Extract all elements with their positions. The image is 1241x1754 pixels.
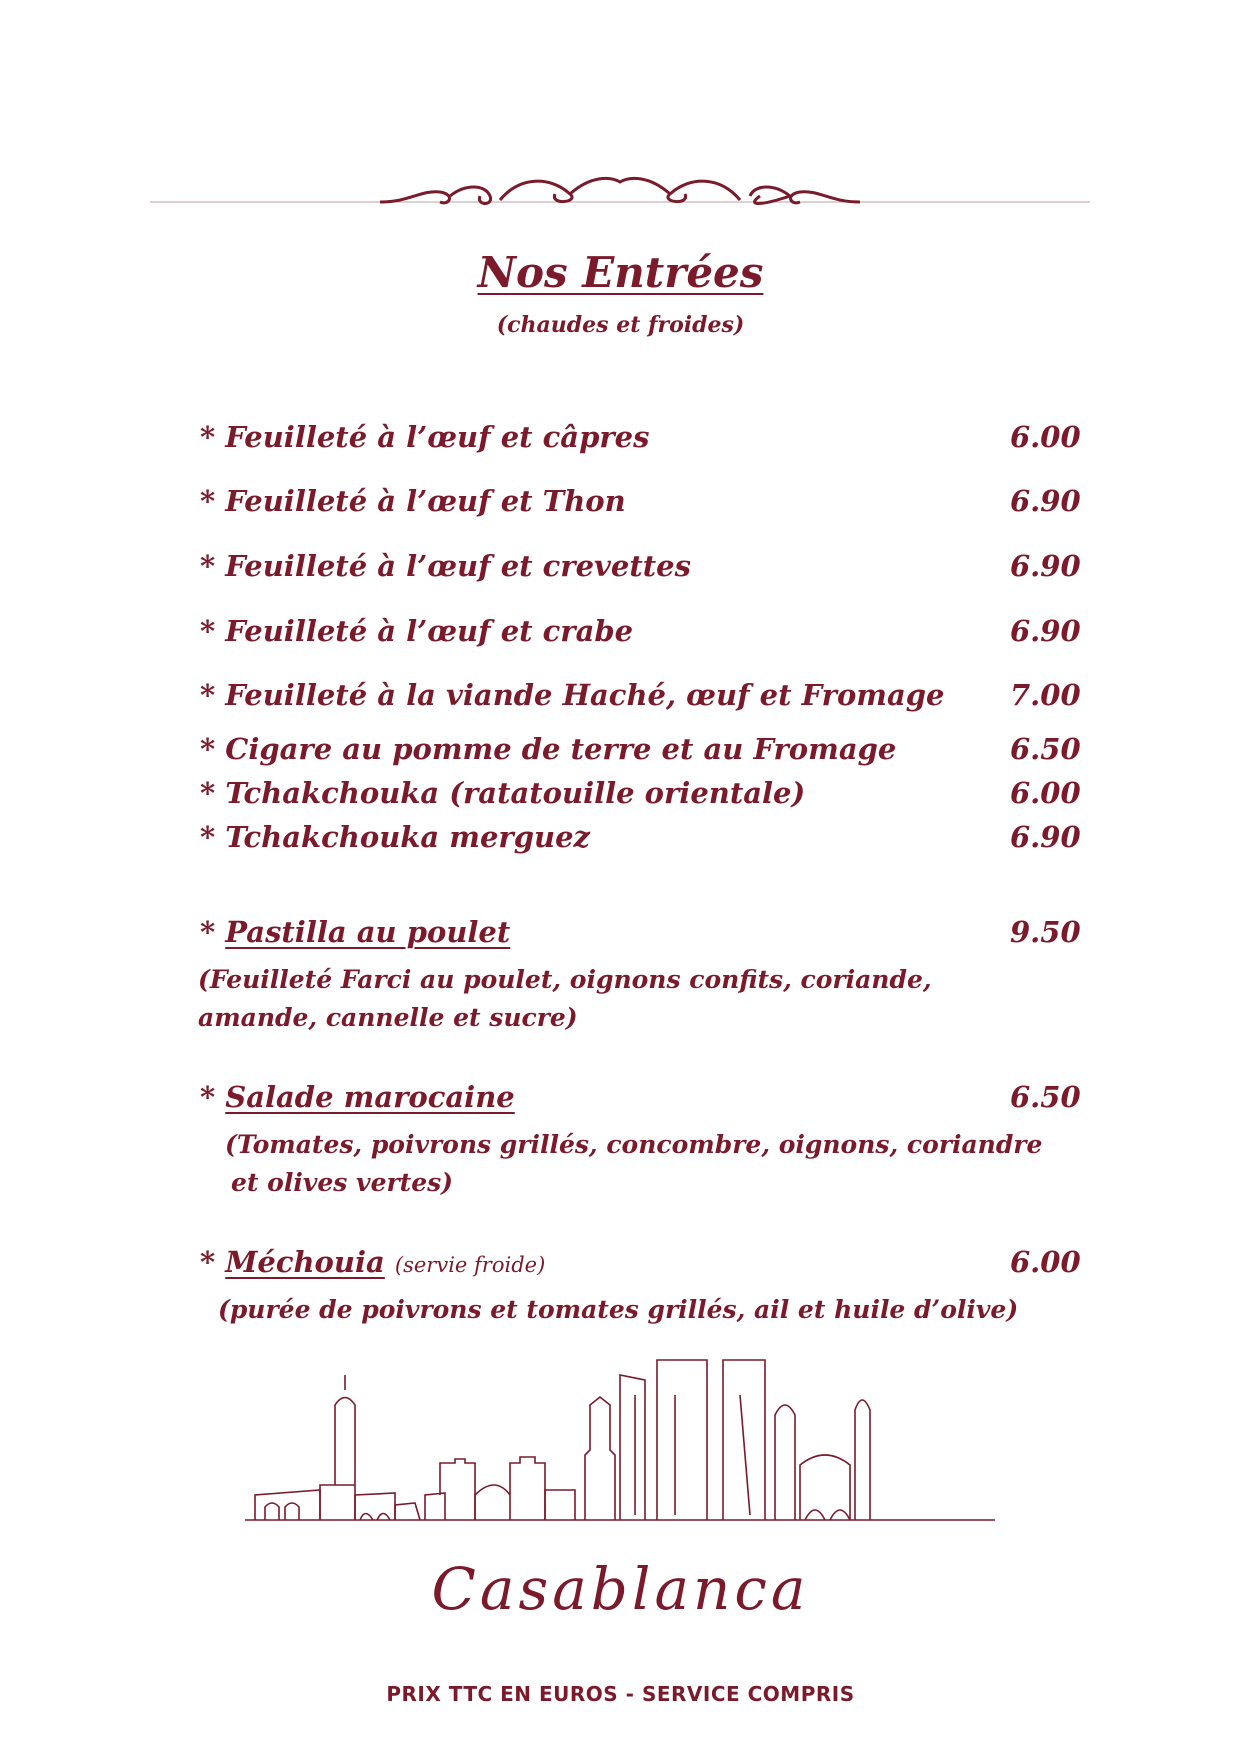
page-subtitle: (chaudes et froides) (496, 312, 745, 338)
menu-item-price: 6.50 (1010, 1080, 1081, 1114)
item-bullet: * (200, 1245, 226, 1279)
item-note: (servie froide) (394, 1253, 546, 1277)
menu-item-price: 9.50 (1010, 915, 1081, 949)
item-description: (Feuilleté Farci au poulet, oignons confits, coriande, (198, 965, 932, 994)
item-description: (Tomates, poivrons grillés, concombre, oignons, coriandre (225, 1130, 1043, 1159)
menu-item-name: * Tchakchouka merguez (200, 820, 590, 854)
menu-item-price: 6.90 (1010, 484, 1081, 518)
item-description: (purée de poivrons et tomates grillés, ail et huile d’olive) (218, 1295, 1019, 1324)
menu-item-price: 6.00 (1010, 420, 1081, 454)
item-bullet: * (200, 1080, 226, 1114)
menu-item-price: 6.90 (1010, 614, 1081, 648)
item-description: et olives vertes) (231, 1168, 453, 1197)
item-description: amande, cannelle et sucre) (198, 1003, 578, 1032)
menu-item-price: 6.90 (1010, 820, 1081, 854)
menu-item-name: * Feuilleté à l’œuf et crevettes (200, 549, 691, 583)
menu-item-price: 6.50 (1010, 732, 1081, 766)
menu-item-name: * Feuilleté à l’œuf et crabe (200, 614, 634, 648)
casablanca-skyline-illustration (245, 1335, 995, 1545)
menu-item-price: 6.00 (1010, 776, 1081, 810)
item-bullet: * (200, 915, 226, 949)
special-item-salade (200, 1080, 515, 1114)
menu-item-name: * Feuilleté à la viande Haché, œuf et Fromage (200, 678, 945, 712)
menu-item-name: * Feuilleté à l’œuf et câpres (200, 420, 650, 454)
special-item-pastilla (200, 915, 510, 949)
item-title: Méchouia (225, 1245, 385, 1279)
menu-item-price: 6.00 (1010, 1245, 1081, 1279)
item-title: Salade marocaine (225, 1080, 515, 1114)
ornament-divider (150, 172, 1090, 212)
menu-item-price: 7.00 (1010, 678, 1081, 712)
special-item-mechouia (200, 1245, 545, 1279)
price-footer: PRIX TTC EN EUROS - SERVICE COMPRIS (386, 1682, 855, 1706)
menu-item-name: * Feuilleté à l’œuf et Thon (200, 484, 626, 518)
menu-item-price: 6.90 (1010, 549, 1081, 583)
page-title: Nos Entrées (477, 248, 764, 297)
casablanca-signature: Casablanca (431, 1555, 810, 1623)
menu-item-name: * Tchakchouka (ratatouille orientale) (200, 776, 806, 810)
item-title: Pastilla au poulet (225, 915, 511, 949)
menu-item-name: * Cigare au pomme de terre et au Fromage (200, 732, 897, 766)
